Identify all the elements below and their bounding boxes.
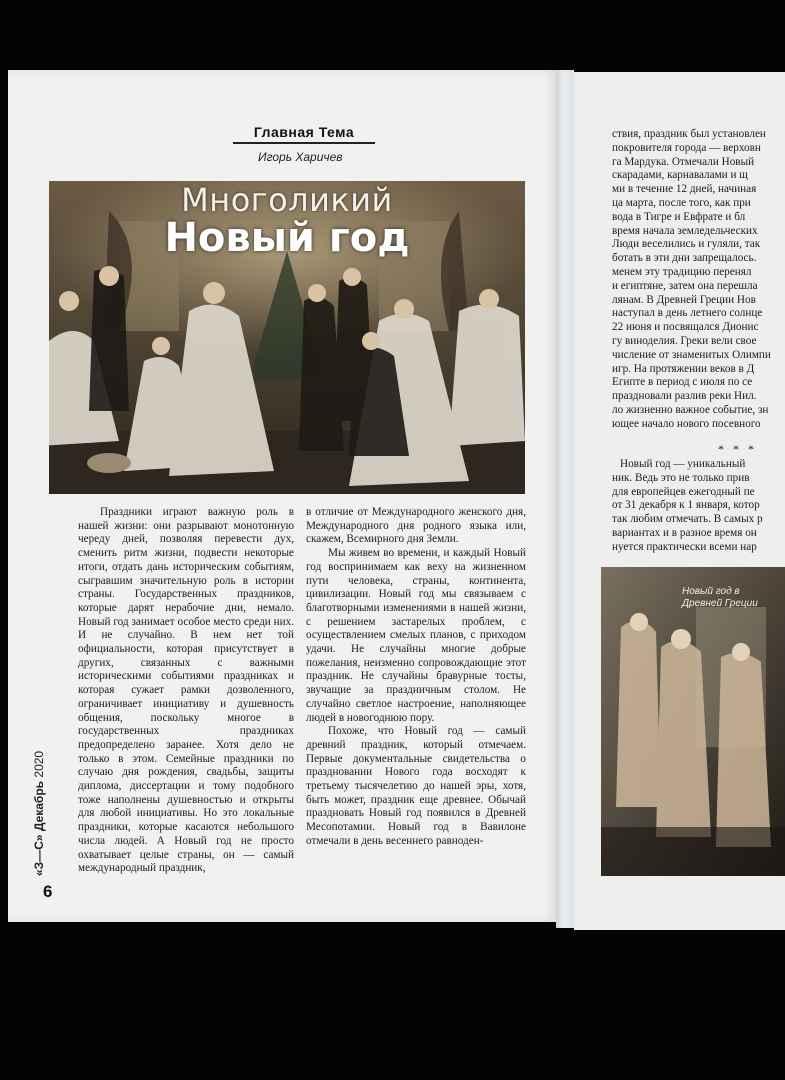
- text-column-1: [78, 506, 294, 876]
- text-line: вариантах и в разное время он: [612, 526, 757, 539]
- ancient-greece-painting: [601, 567, 785, 876]
- text-line: время начала земледельческих: [612, 224, 758, 237]
- page-gutter: [556, 70, 574, 928]
- text-line: Люди веселились и гуляли, так: [612, 238, 761, 251]
- text-line: праздновали разлив реки Нил.: [612, 390, 757, 403]
- text-line: га Мардука. Отмечали Новый: [612, 155, 755, 168]
- text-line: ца марта, после того, как при: [612, 196, 751, 209]
- text-line: вода в Тигре и Евфрате и бл: [612, 210, 746, 223]
- text-line: ник. Ведь это не только прив: [612, 471, 750, 484]
- text-line: для европейцев ежегодный пе: [612, 485, 755, 498]
- text-line: менем эту традицию перенял: [612, 265, 752, 278]
- text-line: Египте в период с июля по се: [612, 376, 753, 389]
- text-line: так любим отмечать. В самых р: [612, 513, 763, 526]
- text-line: ствия, праздник был установлен: [612, 128, 766, 140]
- paragraph: в отличие от Международного женского дня, Международного дня родного языка или, скажем, Всемирного дня Земли.: [306, 506, 526, 546]
- author-name: Игорь Харичев: [258, 150, 343, 164]
- text-line: числение от знаменитых Олимпи: [612, 348, 771, 361]
- right-column-bottom: [612, 458, 785, 555]
- text-line: 22 июня и посвящался Дионис: [612, 321, 759, 334]
- issue-month: Декабрь: [32, 780, 46, 832]
- painting-caption: Новый год в Древней Греции: [682, 586, 758, 609]
- text-line: покровителя города — верховн: [612, 141, 761, 154]
- magazine-brand: «З—С»: [32, 834, 46, 876]
- text-line: нуется практически всеми нар: [612, 540, 757, 553]
- painting-picture: [601, 567, 785, 876]
- section-divider-stars: * * *: [718, 442, 757, 456]
- right-column-top: [612, 128, 785, 432]
- section-rubric: Главная Тема: [233, 124, 375, 144]
- text-line: и египтяне, затем она перешла: [612, 279, 758, 292]
- page-number: 6: [43, 882, 53, 901]
- text-line: наступал в день летнего солнце: [612, 307, 763, 320]
- running-footer: [32, 751, 46, 876]
- paragraph: Похоже, что Новый год — самый древний праздник, который отмечаем. Первые документальные свидетельства о праздновании Нового года восходят к третьему тысячелетию до нашей эры, хотя, быть может, праздник еще древнее. Обычай праздновать Новый год появился в Древней Месопотамии. Новый год в Вавилоне отмечали в день весеннего равноден-: [306, 725, 526, 847]
- text-line: скарадами, карнавалами и щ: [612, 169, 748, 182]
- issue-year: 2020: [32, 750, 46, 778]
- ball-illustration: [49, 181, 525, 494]
- text-line: лянам. В Древней Греции Нов: [612, 293, 756, 306]
- article-title-line2: Новый год: [164, 215, 410, 261]
- text-column-2: [306, 506, 526, 849]
- text-line: игр. На протяжении веков в Д: [612, 362, 755, 375]
- text-line: ющее начало нового посевного: [612, 417, 761, 430]
- article-title-line1: Многоликий: [181, 181, 393, 219]
- text-line: ботать в эти дни запрещалось.: [612, 252, 757, 265]
- text-line: ло жизненно важное событие, зн: [612, 403, 769, 416]
- text-line: Новый год — уникальный: [620, 458, 746, 470]
- text-line: от 31 декабря к 1 января, котор: [612, 499, 760, 512]
- text-line: гу виноделия. Греки вели свое: [612, 334, 757, 347]
- paragraph: Праздники играют важную роль в нашей жизни: они разрывают монотонную череду дней, позволяя перевести дух, сменить ритм жизни, подвести некоторые итоги, отдать дань историческим событиям, сыгравшим значительную роль в истории страны. Государственных праздников, которые дарят нерабочие дни, немало. Новый год занимает особое место среди них. И не случайно. В нем нет той официальности, которая присутствует в других, связанных с важными историческими событиями праздниках и которая сужает рамки дозволенного, ограничивает инициативу и душевность общения, поскольку многое в государственных праздниках предопределено заранее. Хотя дело не только в этом. Семейные праздники по случаю дня рождения, свадьбы, защиты диплома, диссертации и тому подобного тоже наполнены душевностью и открыты для любой инициативы. Но это локальные праздники, которые касаются небольшого числа людей. А Новый год не просто охватывает целые страны, он — самый международный праздник,: [78, 506, 294, 875]
- text-line: ми в течение 12 дней, начиная: [612, 183, 757, 196]
- paragraph: Мы живем во времени, и каждый Новый год воспринимаем как веху на жизненном пути человека, страны, континента, цивилизации. Новый год мы связываем с благотворными изменениями в нашей жизни, с решением застарелых проблем, с осуществлением смелых планов, с приходом удачи. Не случайны многие добрые пожелания, неизменно сопровождающие этот праздник. Не случайны бравурные тосты, звучащие за праздничным столом. Не случайно светлое настроение, наполняющее людей в новогоднюю пору.: [306, 547, 526, 724]
